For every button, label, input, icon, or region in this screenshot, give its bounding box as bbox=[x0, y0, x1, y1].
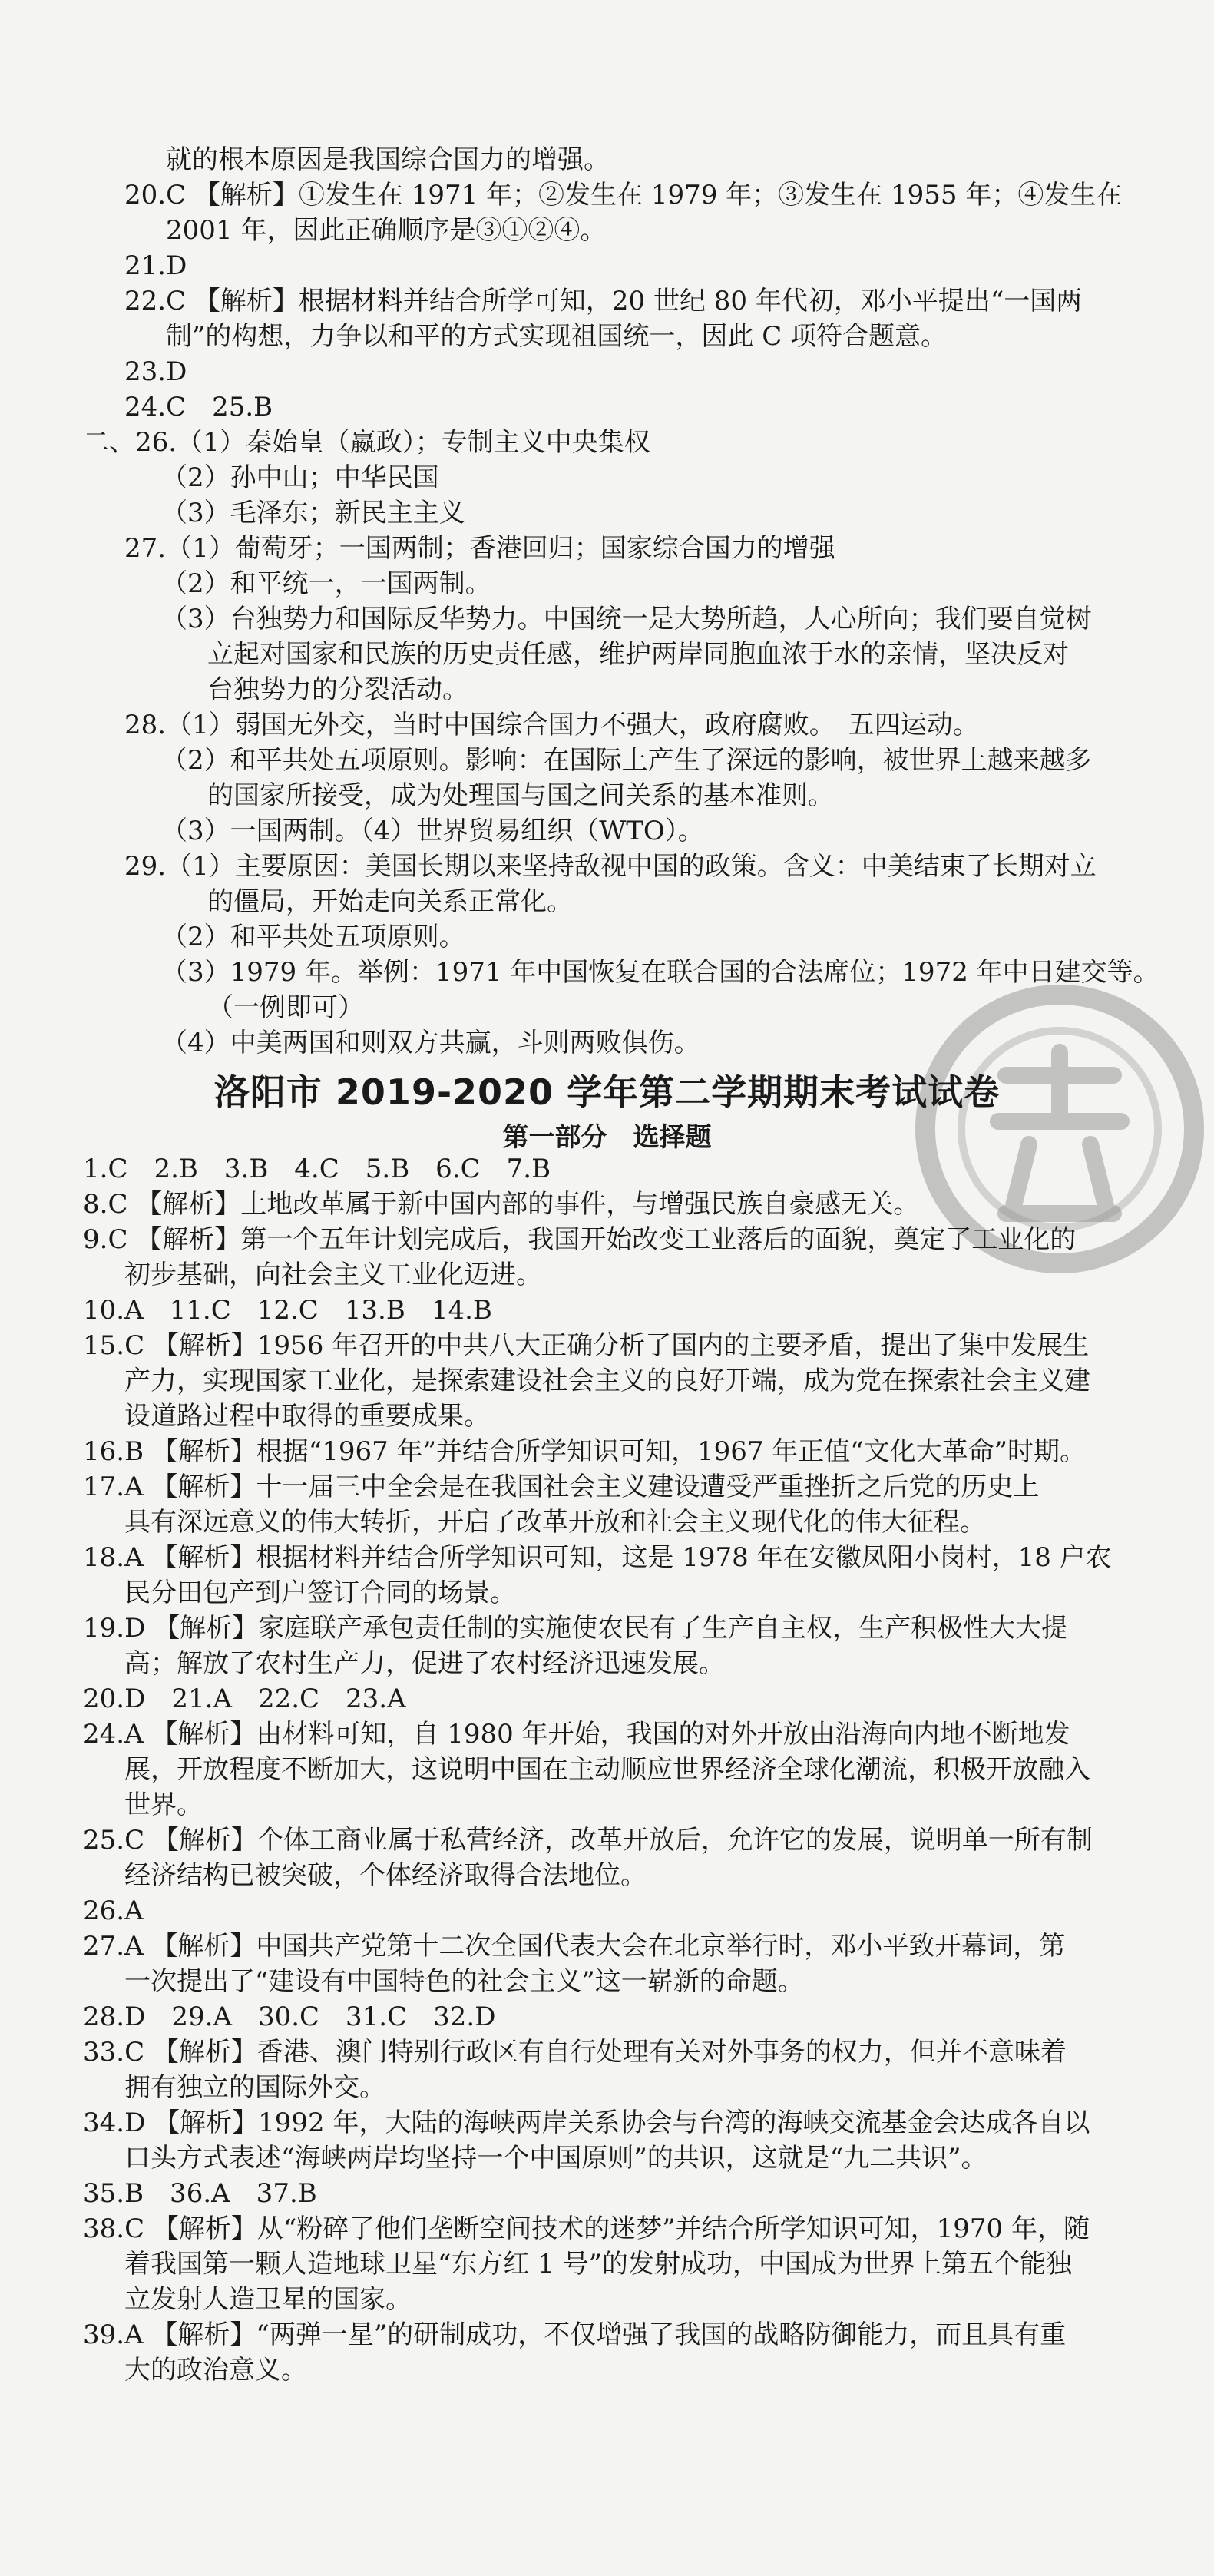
text-line: 民分田包产到户签订合同的场景。 bbox=[124, 1578, 516, 1608]
text-line: 一次提出了“建设有中国特色的社会主义”这一崭新的命题。 bbox=[124, 1966, 804, 1997]
text-line: （2）和平共处五项原则。影响：在国际上产生了深远的影响，被世界上越来越多 bbox=[161, 745, 1092, 776]
text-line: 立起对国家和民族的历史责任感，维护两岸同胞血浓于水的亲情，坚决反对 bbox=[207, 639, 1069, 670]
text-line: （3）1979 年。举例：1971 年中国恢复在联合国的合法席位；1972 年中日建交等。 bbox=[161, 957, 1159, 988]
text-line: 的僵局，开始走向关系正常化。 bbox=[207, 886, 573, 917]
text-line: （2）孙中山；中华民国 bbox=[161, 462, 439, 493]
text-line: 27.A 【解析】中国共产党第十二次全国代表大会在北京举行时，邓小平致开幕词，第 bbox=[83, 1931, 1066, 1962]
text-line: 制”的构想，力争以和平的方式实现祖国统一，因此 C 项符合题意。 bbox=[166, 321, 948, 352]
text-line: 26.A bbox=[83, 1896, 144, 1926]
text-line: 38.C 【解析】从“粉碎了他们垄断空间技术的迷梦”并结合所学知识可知，1970 年，随 bbox=[83, 2213, 1090, 2244]
text-line: 20.C 【解析】①发生在 1971 年；②发生在 1979 年；③发生在 1955 年；④发生在 bbox=[124, 180, 1123, 210]
text-line: 就的根本原因是我国综合国力的增强。 bbox=[166, 144, 610, 175]
text-line: 经济结构已被突破，个体经济取得合法地位。 bbox=[124, 1860, 647, 1891]
text-line: 二、26.（1）秦始皇（嬴政）；专制主义中央集权 bbox=[83, 427, 650, 458]
text-line: 19.D 【解析】家庭联产承包责任制的实施使农民有了生产自主权，生产积极性大大提 bbox=[83, 1613, 1068, 1644]
text-line: 具有深远意义的伟大转折，开启了改革开放和社会主义现代化的伟大征程。 bbox=[124, 1507, 986, 1538]
text-line: （2）和平统一，一国两制。 bbox=[161, 568, 491, 599]
text-line: 台独势力的分裂活动。 bbox=[207, 674, 468, 705]
text-line: 35.B 36.A 37.B bbox=[83, 2178, 317, 2209]
text-line: 39.A 【解析】“两弹一星”的研制成功，不仅增强了我国的战略防御能力，而且具有重 bbox=[83, 2319, 1067, 2350]
text-line: 33.C 【解析】香港、澳门特别行政区有自行处理有关对外事务的权力，但并不意味着 bbox=[83, 2037, 1067, 2068]
text-line: 17.A 【解析】十一届三中全会是在我国社会主义建设遭受严重挫折之后党的历史上 bbox=[83, 1472, 1040, 1502]
text-line: 口头方式表述“海峡两岸均坚持一个中国原则”的共识，这就是“九二共识”。 bbox=[124, 2143, 987, 2174]
text-line: 28.（1）弱国无外交，当时中国综合国力不强大，政府腐败。 五四运动。 bbox=[124, 710, 979, 740]
text-line: 大的政治意义。 bbox=[124, 2355, 307, 2386]
text-line: （3）一国两制。（4）世界贸易组织（WTO）。 bbox=[161, 816, 704, 846]
text-line: 世界。 bbox=[124, 1790, 203, 1820]
text-line: 16.B 【解析】根据“1967 年”并结合所学知识可知，1967 年正值“文化大革命”时期。 bbox=[83, 1436, 1087, 1467]
text-line: 2001 年，因此正确顺序是③①②④。 bbox=[166, 215, 607, 246]
text-line: 的国家所接受，成为处理国与国之间关系的基本准则。 bbox=[207, 780, 834, 811]
text-line: 产力，实现国家工业化，是探索建设社会主义的良好开端，成为党在探索社会主义建 bbox=[124, 1366, 1090, 1396]
text-line: 34.D 【解析】1992 年，大陆的海峡两岸关系协会与台湾的海峡交流基金会达成各自以 bbox=[83, 2107, 1090, 2138]
text-line: 初步基础，向社会主义工业化迈进。 bbox=[124, 1260, 542, 1290]
text-line: （3）毛泽东；新民主主义 bbox=[161, 498, 465, 528]
text-line: 8.C 【解析】土地改革属于新中国内部的事件，与增强民族自豪感无关。 bbox=[83, 1189, 920, 1220]
exam-title: 洛阳市 2019-2020 学年第二学期期末考试试卷 bbox=[213, 1071, 1001, 1113]
text-line: 27.（1）葡萄牙；一国两制；香港回归；国家综合国力的增强 bbox=[124, 533, 835, 564]
text-line: （3）台独势力和国际反华势力。中国统一是大势所趋，人心所向；我们要自觉树 bbox=[161, 604, 1092, 634]
text-line: 立发射人造卫星的国家。 bbox=[124, 2284, 412, 2315]
text-line: 1.C 2.B 3.B 4.C 5.B 6.C 7.B bbox=[83, 1154, 551, 1184]
text-line: 24.C 25.B bbox=[124, 392, 273, 422]
text-line: 着我国第一颗人造地球卫星“东方红 1 号”的发射成功，中国成为世界上第五个能独 bbox=[124, 2249, 1073, 2280]
text-line: 拥有独立的国际外交。 bbox=[124, 2072, 385, 2103]
text-line: （2）和平共处五项原则。 bbox=[161, 922, 465, 952]
text-line: （一例即可） bbox=[207, 992, 364, 1023]
text-line: 23.D bbox=[124, 356, 187, 387]
text-line: 设道路过程中取得的重要成果。 bbox=[124, 1401, 490, 1432]
text-line: 18.A 【解析】根据材料并结合所学知识可知，这是 1978 年在安徽凤阳小岗村，18 户农 bbox=[83, 1542, 1112, 1573]
text-line: 28.D 29.A 30.C 31.C 32.D bbox=[83, 2002, 496, 2032]
text-line: 25.C 【解析】个体工商业属于私营经济，改革开放后，允许它的发展，说明单一所有制 bbox=[83, 1825, 1093, 1856]
text-line: 24.A 【解析】由材料可知，自 1980 年开始，我国的对外开放由沿海向内地不断地发 bbox=[83, 1719, 1070, 1750]
text-line: （4）中美两国和则双方共赢，斗则两败俱伤。 bbox=[161, 1028, 700, 1058]
section-heading: 第一部分 选择题 bbox=[502, 1122, 712, 1153]
text-line: 21.D bbox=[124, 250, 187, 281]
text-line: 高；解放了农村生产力，促进了农村经济迅速发展。 bbox=[124, 1648, 725, 1679]
text-line: 22.C 【解析】根据材料并结合所学可知，20 世纪 80 年代初，邓小平提出“一国两 bbox=[124, 286, 1083, 316]
text-line: 10.A 11.C 12.C 13.B 14.B bbox=[83, 1295, 492, 1326]
text-line: 29.（1）主要原因：美国长期以来坚持敌视中国的政策。含义：中美结束了长期对立 bbox=[124, 851, 1097, 882]
text-line: 9.C 【解析】第一个五年计划完成后，我国开始改变工业落后的面貌，奠定了工业化的 bbox=[83, 1224, 1077, 1255]
text-line: 15.C 【解析】1956 年召开的中共八大正确分析了国内的主要矛盾，提出了集中发展生 bbox=[83, 1330, 1090, 1361]
text-line: 展，开放程度不断加大，这说明中国在主动顺应世界经济全球化潮流，积极开放融入 bbox=[124, 1754, 1090, 1785]
text-line: 20.D 21.A 22.C 23.A bbox=[83, 1684, 406, 1714]
